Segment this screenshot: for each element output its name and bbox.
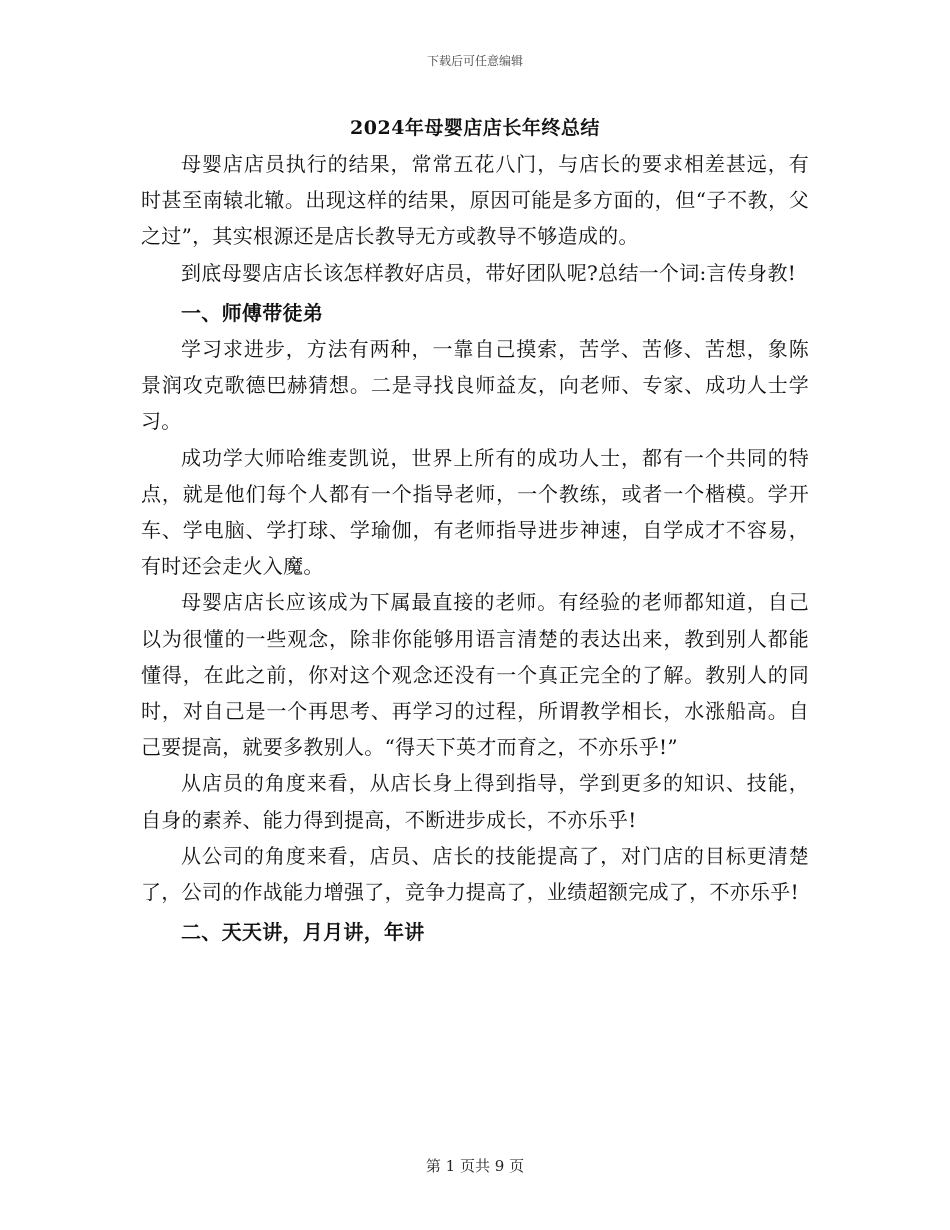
header-note: 下载后可任意编辑 xyxy=(426,54,523,68)
paragraph: 成功学大师哈维麦凯说，世界上所有的成功人士，都有一个共同的特点，就是他们每个人都有一个指导老师，一个教练，或者一个楷模。学开车、学电脑、学打球、学瑜伽，有老师指导进步神速，自学成才不容易，有时还会走火入魔。 xyxy=(141,445,809,579)
paragraph: 到底母婴店店长该怎样教好店员，带好团队呢?总结一个词:言传身教! xyxy=(181,260,797,285)
paragraph: 从公司的角度来看，店员、店长的技能提高了，对门店的目标更清楚了，公司的作战能力增强了，竞争力提高了，业绩超额完成了，不亦乐乎! xyxy=(141,843,809,905)
section-heading: 二、天天讲，月月讲，年讲 xyxy=(181,920,425,945)
paragraph: 母婴店店员执行的结果，常常五花八门，与店长的要求相差甚远，有时甚至南辕北辙。出现这样的结果，原因可能是多方面的，但“子不教，父之过”，其实根源还是店长教导无方或教导不够造成的。 xyxy=(141,152,809,249)
paragraph: 学习求进步，方法有两种，一靠自己摸索，苦学、苦修、苦想，象陈景润攻克歌德巴赫猜想。二是寻找良师益友，向老师、专家、成功人士学习。 xyxy=(141,337,809,434)
document-title: 2024年母婴店店长年终总结 xyxy=(350,117,600,139)
document-body xyxy=(141,146,809,950)
paragraph: 母婴店店长应该成为下属最直接的老师。有经验的老师都知道，自己以为很懂的一些观念，除非你能够用语言清楚的表达出来，教到别人都能懂得，在此之前，你对这个观念还没有一个真正完全的了解。教别人的同时，对自己是一个再思考、再学习的过程，所谓教学相长，水涨船高。自己要提高，就要多教别人。“得天下英才而育之，不亦乐乎!” xyxy=(141,590,809,760)
page-indicator: 第 1 页共 9 页 xyxy=(425,1157,525,1175)
section-heading: 一、师傅带徒弟 xyxy=(181,300,324,325)
paragraph: 从店员的角度来看，从店长身上得到指导，学到更多的知识、技能，自身的素养、能力得到提高，不断进步成长，不亦乐乎! xyxy=(141,771,809,832)
